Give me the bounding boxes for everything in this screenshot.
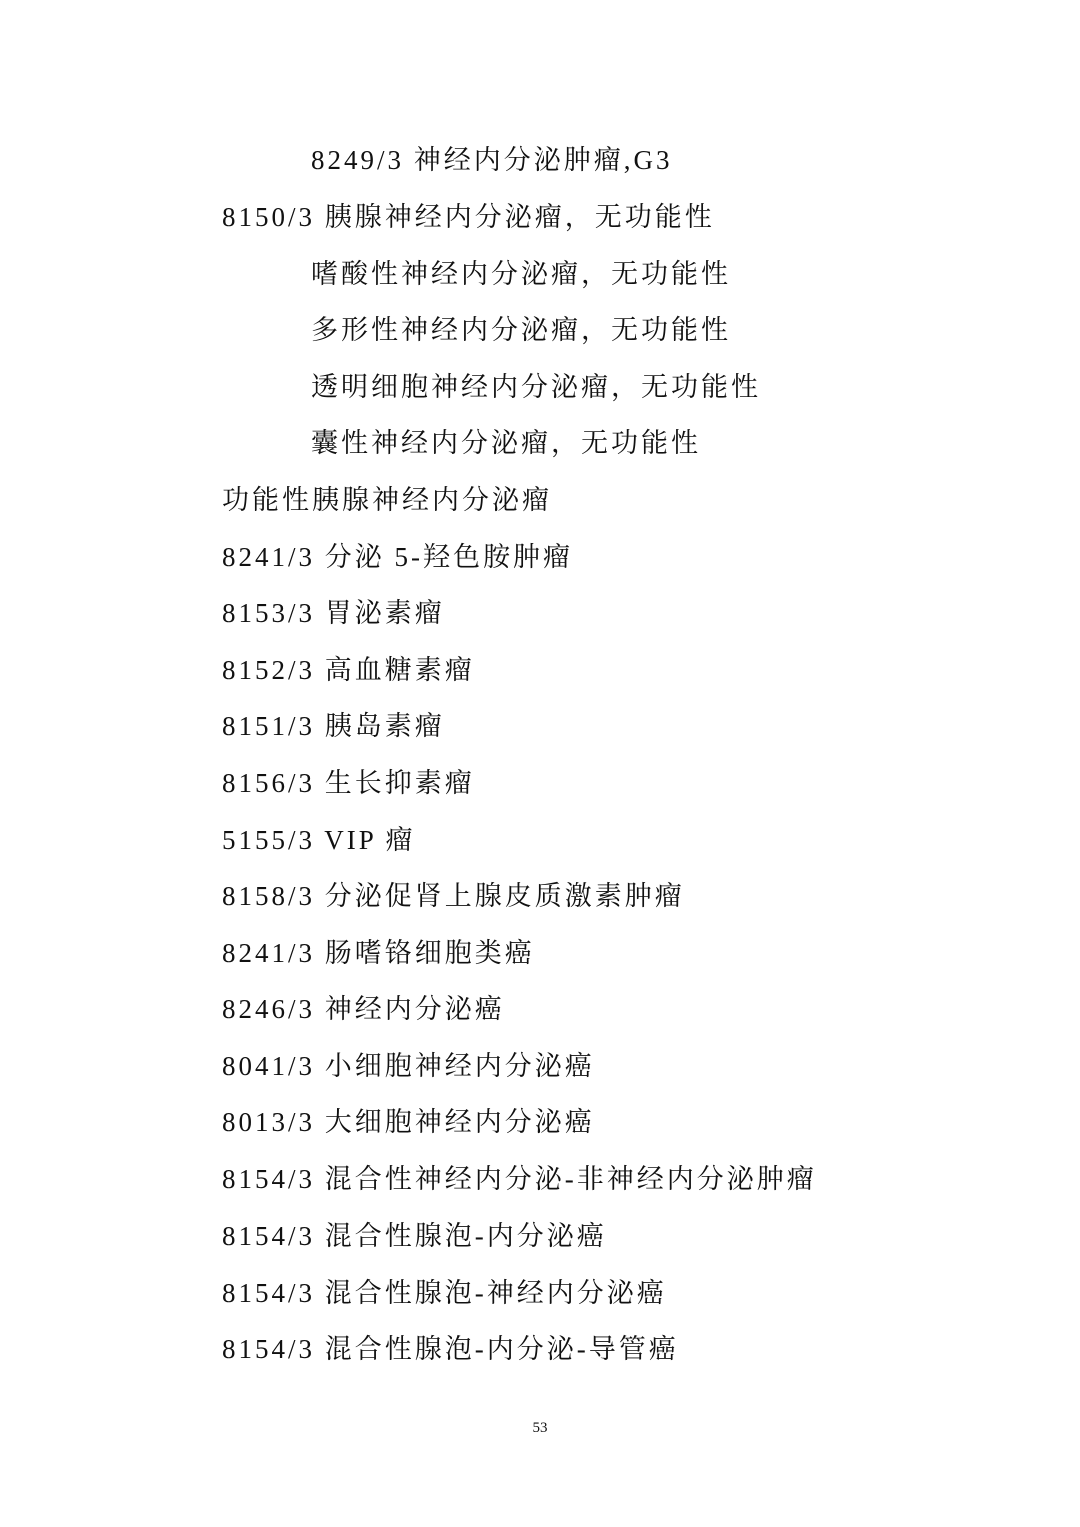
entry-8241-3-serotonin: 8241/3 分泌 5-羟色胺肿瘤: [222, 542, 573, 572]
entry-8158-3: 8158/3 分泌促肾上腺皮质激素肿瘤: [222, 881, 685, 911]
entry-8154-3-acinar-neuroendocrine: 8154/3 混合性腺泡-神经内分泌癌: [222, 1278, 667, 1308]
entry-8041-3: 8041/3 小细胞神经内分泌癌: [222, 1051, 595, 1081]
entry-8249-3: 8249/3 神经内分泌肿瘤,G3: [311, 145, 673, 175]
page-number: 53: [532, 1420, 548, 1436]
entry-8154-3-mixed-nen: 8154/3 混合性神经内分泌-非神经内分泌肿瘤: [222, 1164, 817, 1194]
entry-pleomorphic: 多形性神经内分泌瘤，无功能性: [311, 315, 731, 345]
section-heading-functional: 功能性胰腺神经内分泌瘤: [222, 485, 552, 515]
entry-5155-3: 5155/3 VIP 瘤: [222, 825, 416, 855]
entry-8152-3: 8152/3 高血糖素瘤: [222, 655, 475, 685]
entry-oncocytic: 嗜酸性神经内分泌瘤，无功能性: [311, 259, 731, 289]
entry-clear-cell: 透明细胞神经内分泌瘤，无功能性: [311, 372, 761, 402]
entry-cystic: 囊性神经内分泌瘤，无功能性: [311, 428, 701, 458]
entry-8156-3: 8156/3 生长抑素瘤: [222, 768, 475, 798]
entry-8241-3-carcinoid: 8241/3 肠嗜铬细胞类癌: [222, 938, 535, 968]
entry-8013-3: 8013/3 大细胞神经内分泌癌: [222, 1107, 595, 1137]
entry-8154-3-acinar-endocrine-ductal: 8154/3 混合性腺泡-内分泌-导管癌: [222, 1334, 679, 1364]
entry-8154-3-acinar-endocrine: 8154/3 混合性腺泡-内分泌癌: [222, 1221, 607, 1251]
entry-8150-3: 8150/3 胰腺神经内分泌瘤，无功能性: [222, 202, 715, 232]
entry-8246-3: 8246/3 神经内分泌癌: [222, 994, 505, 1024]
entry-8151-3: 8151/3 胰岛素瘤: [222, 711, 445, 741]
entry-8153-3: 8153/3 胃泌素瘤: [222, 598, 445, 628]
